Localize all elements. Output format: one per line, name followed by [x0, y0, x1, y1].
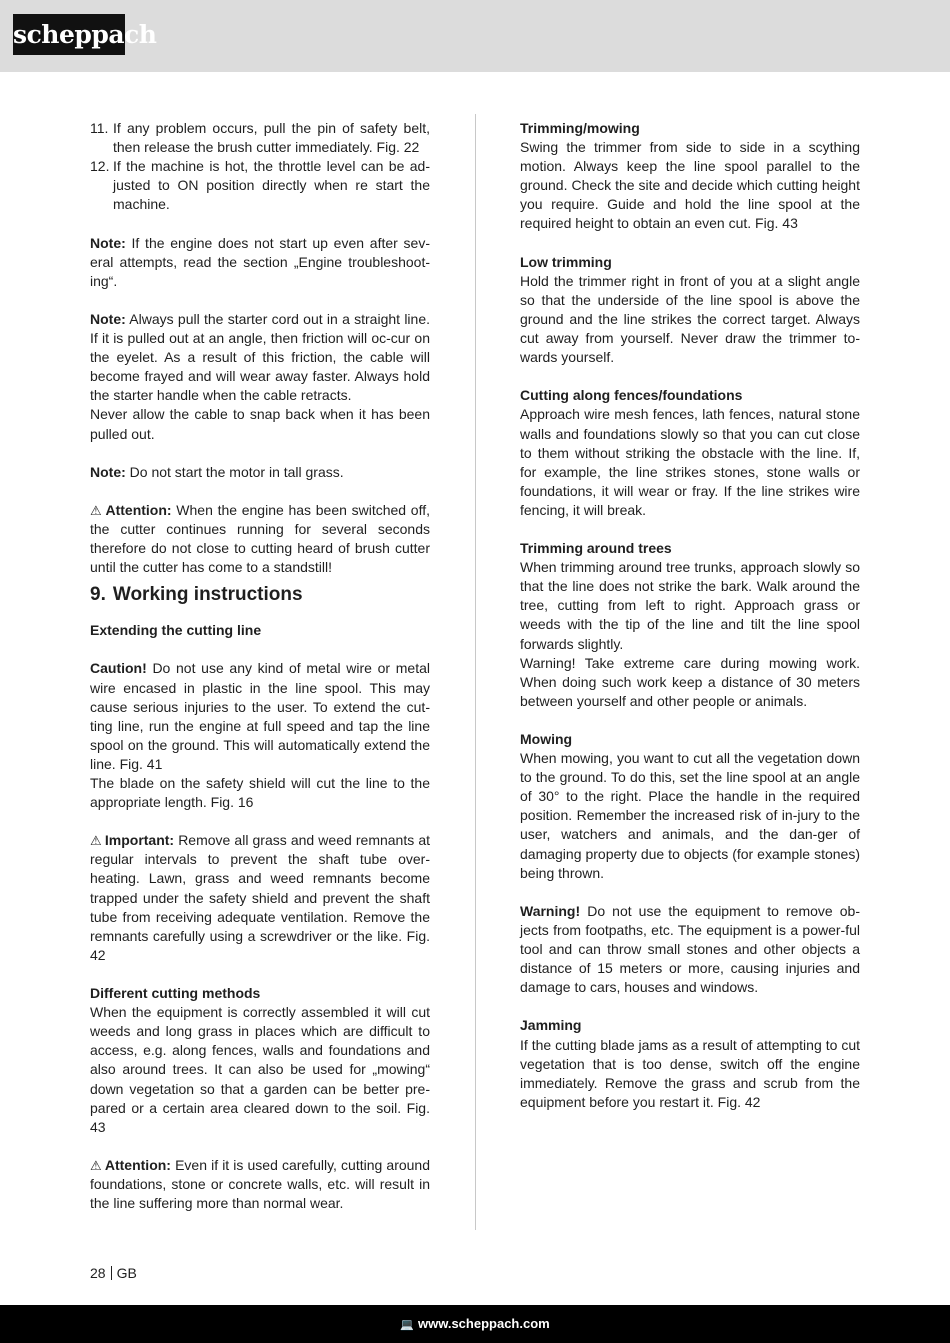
section-title: Working instructions	[112, 584, 303, 606]
note-text: Do not start the motor in tall grass.	[125, 463, 344, 480]
mowing-text: When mowing, you want to cut all the vegetation down to the ground. To do this, set the line spool at an angle of 30° to the right. Place the handle in the required position. Remember the increased risk of in-jury to the user, watchers and animals, and the dan-ger of damaging property due to objects (for example stones) being thrown.	[520, 750, 860, 881]
note-extra: Never allow the cable to snap back when it has been pulled out.	[90, 406, 430, 442]
note-label: Note:	[90, 310, 126, 327]
subheading-fences: Cutting along fences/foundations	[520, 387, 743, 404]
footer-url-text[interactable]: www.scheppach.com	[417, 1316, 550, 1331]
note-text: Always pull the starter cord out in a straight line. If it is pulled out at an angle, then friction will oc-cur on the eyelet. As a result of this friction, the cable will become frayed and will wear away faster. Always hold the starter handle when the cable retracts.	[90, 310, 430, 404]
page-language: GB	[116, 1265, 137, 1281]
warning-text: Do not use the equipment to remove ob-jects from footpaths, etc. The equipment is a power-ful tool and can throw small stones and other objects a distance of 15 meters or more, causing injuries and damage to cars, houses and windows.	[520, 902, 860, 996]
note-paragraph	[90, 310, 430, 405]
trees-warning: Warning! Take extreme care during mowing work. When doing such work keep a distance of 30 meters between yourself and other people or animals.	[520, 654, 860, 709]
footer-link[interactable]	[0, 1316, 950, 1331]
section-number: 9.	[90, 584, 106, 606]
note-paragraph	[90, 234, 430, 291]
attention-text: When the engine has been switched off, the cutter continues running for several seconds therefore do not close to cutting heard of brush cutter until the cutter has come to a standstill!	[90, 501, 430, 576]
methods-text: When the equipment is correctly assembled it will cut weeds and long grass in places which are difficult to access, e.g. along fences, walls and foundations and also around trees. It can also be used for „mowing“ down vegetation so that a garden can be better pre-pared or a certain area cleared down to the soil. Fig. 43	[90, 1004, 430, 1135]
attention-label: Attention:	[104, 1156, 171, 1173]
fences-text: Approach wire mesh fences, lath fences, natural stone walls and foundations slowly so that you can cut close to them without striking the obstacle with the line. If, for example, the line strikes stones, stone walls or foundations, it will wear or fray. If the line strikes wire fencing, it will break.	[520, 406, 860, 518]
warning-triangle-icon: ⚠	[90, 833, 102, 849]
page-separator	[111, 1266, 112, 1280]
important-paragraph	[90, 831, 430, 965]
list-item-number: 11.	[90, 120, 109, 136]
right-column	[520, 119, 860, 1112]
note-label: Note:	[90, 463, 126, 480]
section-heading	[90, 583, 430, 607]
list-item-number: 12.	[90, 158, 110, 175]
low-trimming-text: Hold the trimmer right in front of you at a slight angle so that the underside of the line spool is above the ground and the line strikes the correct target. Always cut away from yourself. Never draw the trimmer to-wards yourself.	[520, 272, 860, 366]
note-text: If the engine does not start up even after sev-eral attempts, read the section „Engine troubleshoot-ing“.	[90, 234, 430, 289]
subheading-trimming: Trimming/mowing	[520, 120, 640, 136]
attention-paragraph	[90, 1156, 430, 1213]
jamming-text: If the cutting blade jams as a result of attempting to cut vegetation that is too dense, switch off the engine immediately. Remove the grass and scrub from the equipment before you restart it. Fig. 42	[520, 1036, 860, 1110]
attention-paragraph	[90, 501, 430, 577]
attention-label: Attention:	[105, 501, 172, 518]
warning-triangle-icon: ⚠	[90, 1157, 102, 1173]
attention-text: Even if it is used carefully, cutting around foundations, stone or concrete walls, etc. will result in the line suffering more than normal wear.	[90, 1156, 430, 1212]
list-item	[90, 119, 430, 157]
list-item-text: If any problem occurs, pull the pin of safety belt, then release the brush cutter immediately. Fig. 22	[113, 120, 430, 156]
list-item	[90, 157, 430, 214]
brand-logo[interactable]: scheppach	[13, 14, 125, 55]
subheading-mowing: Mowing	[520, 731, 573, 747]
subheading-trees: Trimming around trees	[520, 540, 672, 557]
monitor-icon: 💻	[400, 1319, 414, 1331]
warning-paragraph	[520, 902, 860, 997]
warning-label: Warning!	[520, 902, 581, 919]
page-footer	[0, 1305, 950, 1343]
important-label: Important:	[104, 832, 175, 849]
note-label: Note:	[90, 234, 126, 251]
list-item-text: If the machine is hot, the throttle level can be ad-justed to ON position directly when re start the machine.	[113, 158, 430, 213]
important-text: Remove all grass and weed remnants at regular intervals to prevent the shaft tube over-heating. Lawn, grass and weed remnants become trapped under the safety shield and prevent the shaft tube from receiving adequate ventilation. Remove the remnants carefully using a screwdriver or the like. Fig. 42	[90, 832, 431, 963]
caution-text: Do not use any kind of metal wire or metal wire encased in plastic in the line spool. This may cause serious injuries to the user. To extend the cut-ting line, run the engine at full speed and tap the line spool on the ground. This will automatically extend the line. Fig. 41	[90, 660, 430, 772]
column-divider	[475, 114, 476, 1230]
left-column	[90, 119, 430, 1213]
trees-text: When trimming around tree trunks, approach slowly so that the line does not strike the bark. Walk around the tree, cutting from left to right. Approach grass or weeds with the tip of the line and tilt the line spool forwards slightly.	[520, 559, 860, 652]
subheading-jamming: Jamming	[520, 1017, 582, 1034]
page-number-value: 28	[90, 1265, 106, 1281]
subheading-low-trimming: Low trimming	[520, 253, 612, 270]
caution-paragraph	[90, 659, 430, 774]
page-header	[0, 0, 950, 72]
note-paragraph	[90, 463, 430, 482]
trimming-text: Swing the trimmer from side to side in a scything motion. Always keep the line spool parallel to the ground. Check the site and decide which cutting height you require. Guide and hold the line spool at the required height to obtain an even cut. Fig. 43	[520, 139, 860, 232]
page-number	[90, 1264, 137, 1283]
subheading-extending: Extending the cutting line	[90, 622, 262, 639]
warning-triangle-icon: ⚠	[90, 502, 103, 518]
subheading-methods: Different cutting methods	[90, 985, 261, 1002]
caution-label: Caution!	[90, 660, 147, 677]
caution-extra: The blade on the safety shield will cut the line to the appropriate length. Fig. 16	[90, 775, 430, 811]
